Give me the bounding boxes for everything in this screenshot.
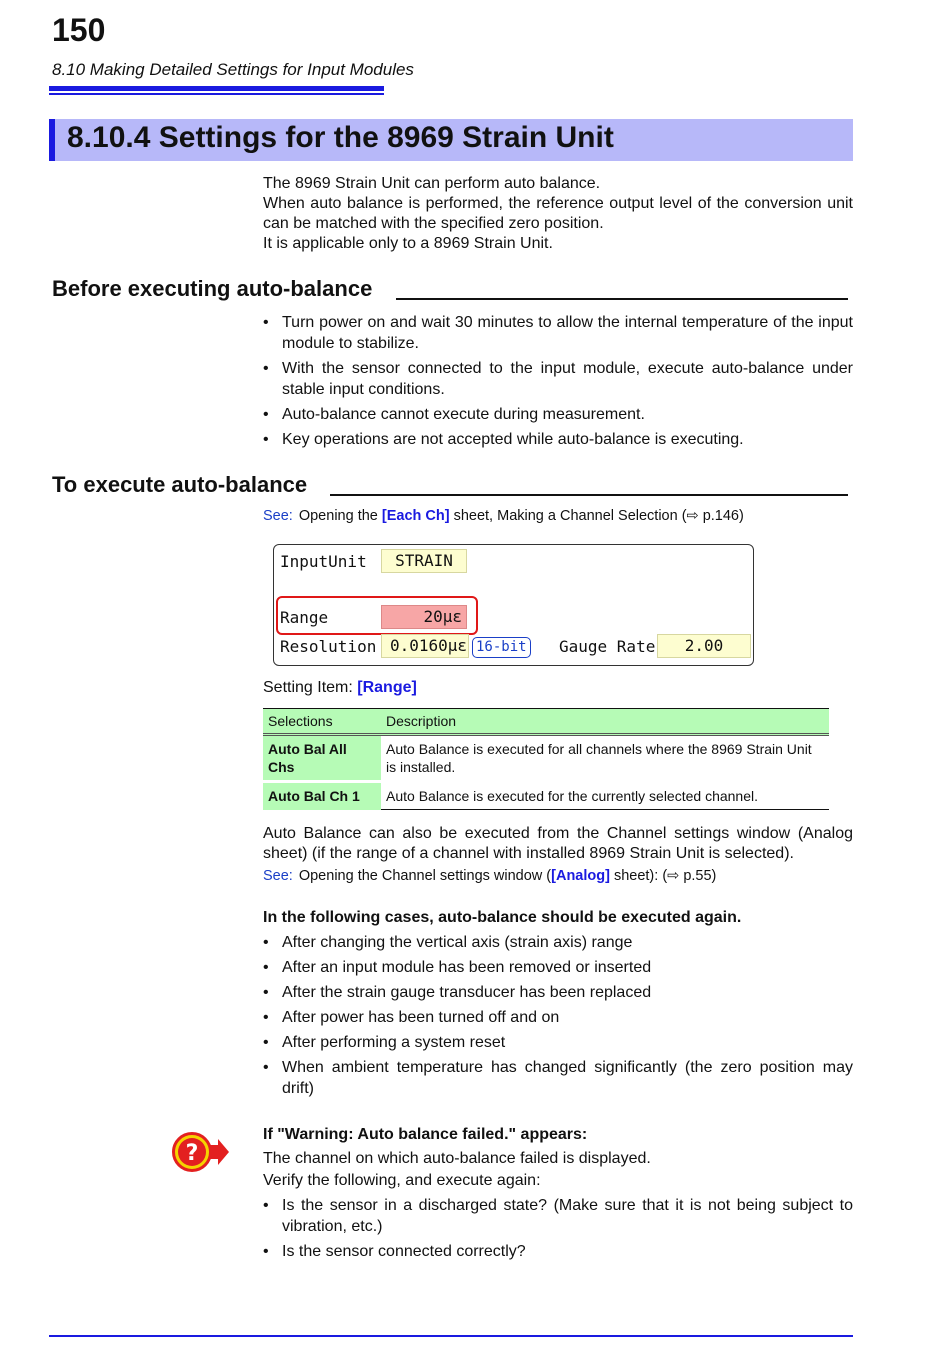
list-item: • After the strain gauge transducer has been replaced [263,982,853,1003]
before-list [263,312,853,450]
section-reference: 8.10 Making Detailed Settings for Input Modules [52,60,414,79]
input-unit-value[interactable]: STRAIN [381,549,467,573]
header-rule-thin [49,93,384,95]
each-ch-link[interactable]: [Each Ch] [381,508,450,524]
selection-auto-bal-ch1: Auto Bal Ch 1 [263,782,381,810]
footer-rule [49,1335,853,1337]
svg-text:?: ? [185,1141,199,1166]
heading-rule [330,494,848,496]
again-heading: In the following cases, auto-balance should be executed again. [263,909,742,926]
setting-item [263,679,417,697]
list-item: • After changing the vertical axis (strain axis) range [263,932,853,953]
range-value[interactable]: 20με [381,605,467,629]
list-item: • Turn power on and wait 30 minutes to allow the internal temperature of the input module to stabilize. [263,312,853,354]
see-text: sheet, Making a Channel Selection (⇨ p.146) [449,508,744,524]
section-title-bar [49,119,853,161]
warning-line: Verify the following, and execute again: [263,1172,541,1189]
setting-item-value: [Range] [357,679,417,696]
column-header: Selections [263,709,381,735]
setting-item-label: Setting Item: [263,679,358,696]
heading-rule [396,298,848,300]
table-row [263,735,829,782]
heading-before: Before executing auto-balance [52,276,373,301]
warning-line: The channel on which auto-balance failed is displayed. [263,1150,651,1167]
list-item: • Key operations are not accepted while auto-balance is executing. [263,429,853,450]
bit-badge: 16-bit [472,637,531,658]
list-item: • When ambient temperature has changed significantly (the zero position may drift) [263,1057,853,1099]
warning-list [263,1195,853,1262]
intro-line: The 8969 Strain Unit can perform auto balance. [263,175,601,192]
range-label: Range [280,608,329,627]
resolution-value: 0.0160με [381,634,469,658]
page-number: 150 [52,12,106,48]
section-title: 8.10.4 Settings for the 8969 Strain Unit [67,121,614,154]
again-list [263,932,853,1099]
analog-link[interactable]: [Analog] [551,868,610,884]
gauge-rate-label: Gauge Rate [559,637,656,656]
selection-auto-bal-all: Auto Bal All Chs [263,735,381,782]
list-item: • Is the sensor connected correctly? [263,1241,853,1262]
header-rule [49,86,384,91]
see-reference [263,868,716,884]
list-item: • Is the sensor in a discharged state? (Make sure that it is not being subject to vibration, etc.) [263,1195,853,1237]
list-item: • Auto-balance cannot execute during measurement. [263,404,853,425]
also-paragraph: Auto Balance can also be executed from the Channel settings window (Analog sheet) (if the range of a channel with installed 8969 Strain Unit is selected). [263,825,853,862]
question-arrow-icon [172,1131,232,1178]
intro-line: When auto balance is performed, the reference output level of the conversion unit can be matched with the specified zero position. [263,195,853,232]
settings-screen [273,544,754,666]
see-label: See: [263,508,293,524]
list-item: • After performing a system reset [263,1032,853,1053]
warning-text [263,1148,853,1192]
list-item: • After an input module has been removed or inserted [263,957,853,978]
list-item: • After power has been turned off and on [263,1007,853,1028]
heading-execute: To execute auto-balance [52,472,308,497]
resolution-label: Resolution [280,637,377,656]
see-reference [263,508,744,524]
column-header: Description [381,709,829,735]
see-label: See: [263,868,293,884]
list-item: • With the sensor connected to the input module, execute auto-balance under stable input conditions. [263,358,853,400]
see-text: sheet): (⇨ p.55) [609,868,717,884]
warning-heading: If "Warning: Auto balance failed." appears: [263,1126,588,1143]
selection-description: Auto Balance is executed for the currently selected channel. [381,782,829,810]
intro-line: It is applicable only to a 8969 Strain Unit. [263,235,553,252]
input-unit-label: InputUnit [280,552,367,571]
gauge-rate-value[interactable]: 2.00 [657,634,751,658]
selections-table [263,708,829,810]
table-row [263,782,829,810]
selection-description: Auto Balance is executed for all channels where the 8969 Strain Unit is installed. [381,735,829,782]
see-text: Opening the Channel settings window ( [298,868,552,884]
see-text: Opening the [298,508,382,524]
range-highlight [276,596,478,635]
intro-paragraph [263,174,853,254]
